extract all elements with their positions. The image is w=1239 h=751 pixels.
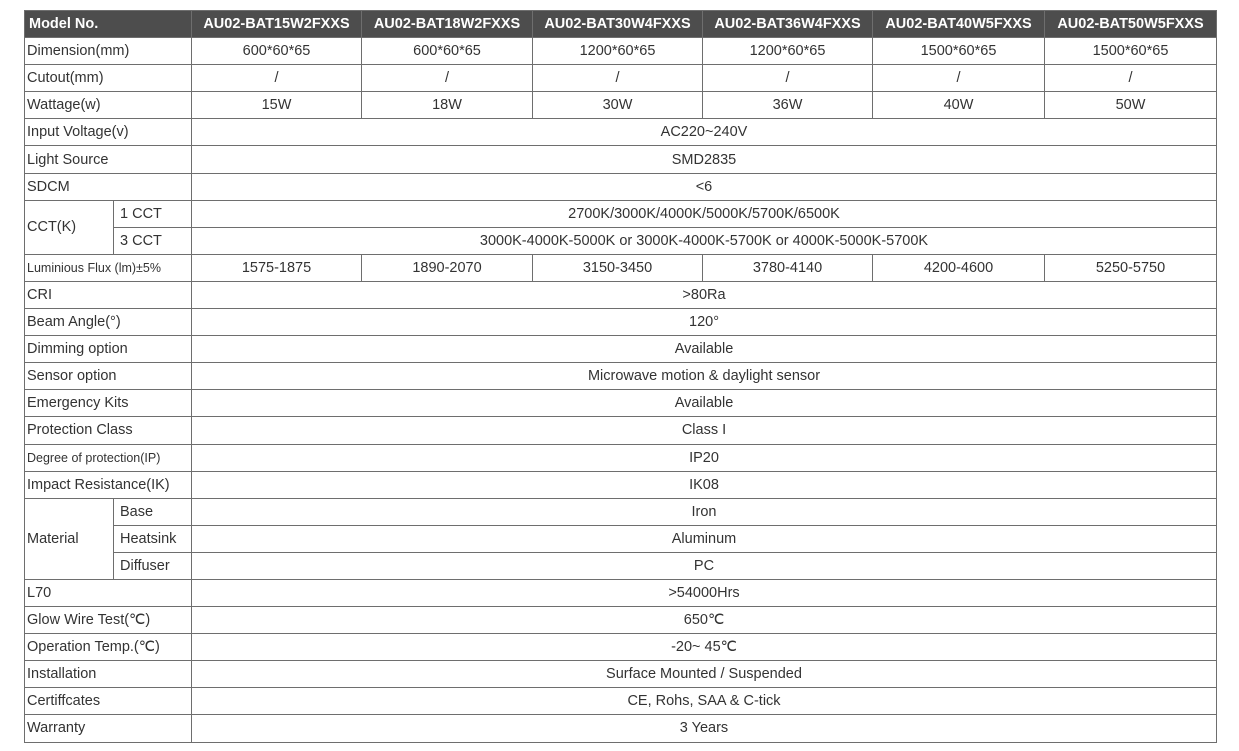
cell-value: 4200-4600 <box>873 254 1045 281</box>
model-header: AU02-BAT50W5FXXS <box>1045 11 1217 38</box>
cell-value: IK08 <box>192 471 1217 498</box>
cell-value: CE, Rohs, SAA & C-tick <box>192 688 1217 715</box>
operation-temp-row <box>25 634 1217 661</box>
row-label: Input Voltage(v) <box>25 119 192 146</box>
glow-wire-row <box>25 607 1217 634</box>
cell-value: 40W <box>873 92 1045 119</box>
cell-value: 1890-2070 <box>362 254 533 281</box>
cell-value: AC220~240V <box>192 119 1217 146</box>
spec-table <box>24 10 1217 743</box>
row-label: Certiffcates <box>25 688 192 715</box>
cell-value: >80Ra <box>192 281 1217 308</box>
row-label: Cutout(mm) <box>25 65 192 92</box>
cell-value: Available <box>192 390 1217 417</box>
cell-value: Class I <box>192 417 1217 444</box>
cell-value: 1575-1875 <box>192 254 362 281</box>
beam-angle-row <box>25 309 1217 336</box>
cell-value: Surface Mounted / Suspended <box>192 661 1217 688</box>
row-label: Dimension(mm) <box>25 38 192 65</box>
emergency-row <box>25 390 1217 417</box>
cell-value: -20~ 45℃ <box>192 634 1217 661</box>
sdcm-row <box>25 173 1217 200</box>
material-row <box>25 525 1217 552</box>
dimension-row <box>25 38 1217 65</box>
cell-value: / <box>703 65 873 92</box>
cutout-row <box>25 65 1217 92</box>
dimming-row <box>25 336 1217 363</box>
cell-value: 36W <box>703 92 873 119</box>
cell-value: Aluminum <box>192 525 1217 552</box>
cell-value: IP20 <box>192 444 1217 471</box>
cell-value: 1500*60*65 <box>1045 38 1217 65</box>
cell-value: >54000Hrs <box>192 579 1217 606</box>
material-row <box>25 498 1217 525</box>
row-label: Protection Class <box>25 417 192 444</box>
input-voltage-row <box>25 119 1217 146</box>
sensor-row <box>25 363 1217 390</box>
model-header: AU02-BAT36W4FXXS <box>703 11 873 38</box>
cell-value: 1500*60*65 <box>873 38 1045 65</box>
sub-label: 3 CCT <box>114 227 192 254</box>
row-label: Glow Wire Test(℃) <box>25 607 192 634</box>
cell-value: / <box>1045 65 1217 92</box>
row-label: Degree of protection(IP) <box>25 444 192 471</box>
cell-value: / <box>362 65 533 92</box>
model-header: AU02-BAT15W2FXXS <box>192 11 362 38</box>
cell-value: 120° <box>192 309 1217 336</box>
row-label: SDCM <box>25 173 192 200</box>
row-label: Emergency Kits <box>25 390 192 417</box>
cell-value: 18W <box>362 92 533 119</box>
row-label: Warranty <box>25 715 192 742</box>
sub-label: Diffuser <box>114 552 192 579</box>
row-label: Light Source <box>25 146 192 173</box>
row-label: Dimming option <box>25 336 192 363</box>
row-label: Impact Resistance(IK) <box>25 471 192 498</box>
cell-value: 600*60*65 <box>362 38 533 65</box>
row-label: Material <box>25 498 114 579</box>
cell-value: SMD2835 <box>192 146 1217 173</box>
light-source-row <box>25 146 1217 173</box>
row-label: L70 <box>25 579 192 606</box>
cell-value: 30W <box>533 92 703 119</box>
ip-row <box>25 444 1217 471</box>
cell-value: / <box>873 65 1045 92</box>
cell-value: 5250-5750 <box>1045 254 1217 281</box>
cell-value: 3000K-4000K-5000K or 3000K-4000K-5700K or 4000K-5000K-5700K <box>192 227 1217 254</box>
model-no-header: Model No. <box>25 11 192 38</box>
wattage-row <box>25 92 1217 119</box>
row-label: Installation <box>25 661 192 688</box>
row-label: CCT(K) <box>25 200 114 254</box>
cell-value: 600*60*65 <box>192 38 362 65</box>
cell-value: 2700K/3000K/4000K/5000K/5700K/6500K <box>192 200 1217 227</box>
cell-value: 50W <box>1045 92 1217 119</box>
cell-value: / <box>533 65 703 92</box>
row-label: Wattage(w) <box>25 92 192 119</box>
cell-value: 3150-3450 <box>533 254 703 281</box>
cell-value: 1200*60*65 <box>703 38 873 65</box>
certificates-row <box>25 688 1217 715</box>
model-header: AU02-BAT40W5FXXS <box>873 11 1045 38</box>
model-header: AU02-BAT18W2FXXS <box>362 11 533 38</box>
ik-row <box>25 471 1217 498</box>
cell-value: Iron <box>192 498 1217 525</box>
row-label: Operation Temp.(℃) <box>25 634 192 661</box>
row-label: CRI <box>25 281 192 308</box>
header-row <box>25 11 1217 38</box>
cell-value: 3780-4140 <box>703 254 873 281</box>
cell-value: Microwave motion & daylight sensor <box>192 363 1217 390</box>
cri-row <box>25 281 1217 308</box>
cell-value: / <box>192 65 362 92</box>
spec-sheet <box>24 10 1217 743</box>
cell-value: 1200*60*65 <box>533 38 703 65</box>
cell-value: Available <box>192 336 1217 363</box>
protection-class-row <box>25 417 1217 444</box>
cell-value: 650℃ <box>192 607 1217 634</box>
cct-row <box>25 200 1217 227</box>
cct-row <box>25 227 1217 254</box>
sub-label: 1 CCT <box>114 200 192 227</box>
row-label: Luminious Flux (lm)±5% <box>25 254 192 281</box>
sub-label: Heatsink <box>114 525 192 552</box>
material-row <box>25 552 1217 579</box>
l70-row <box>25 579 1217 606</box>
warranty-row <box>25 715 1217 742</box>
cell-value: 3 Years <box>192 715 1217 742</box>
cell-value: <6 <box>192 173 1217 200</box>
cell-value: 15W <box>192 92 362 119</box>
row-label: Beam Angle(°) <box>25 309 192 336</box>
sub-label: Base <box>114 498 192 525</box>
model-header: AU02-BAT30W4FXXS <box>533 11 703 38</box>
row-label: Sensor option <box>25 363 192 390</box>
flux-row <box>25 254 1217 281</box>
cell-value: PC <box>192 552 1217 579</box>
installation-row <box>25 661 1217 688</box>
